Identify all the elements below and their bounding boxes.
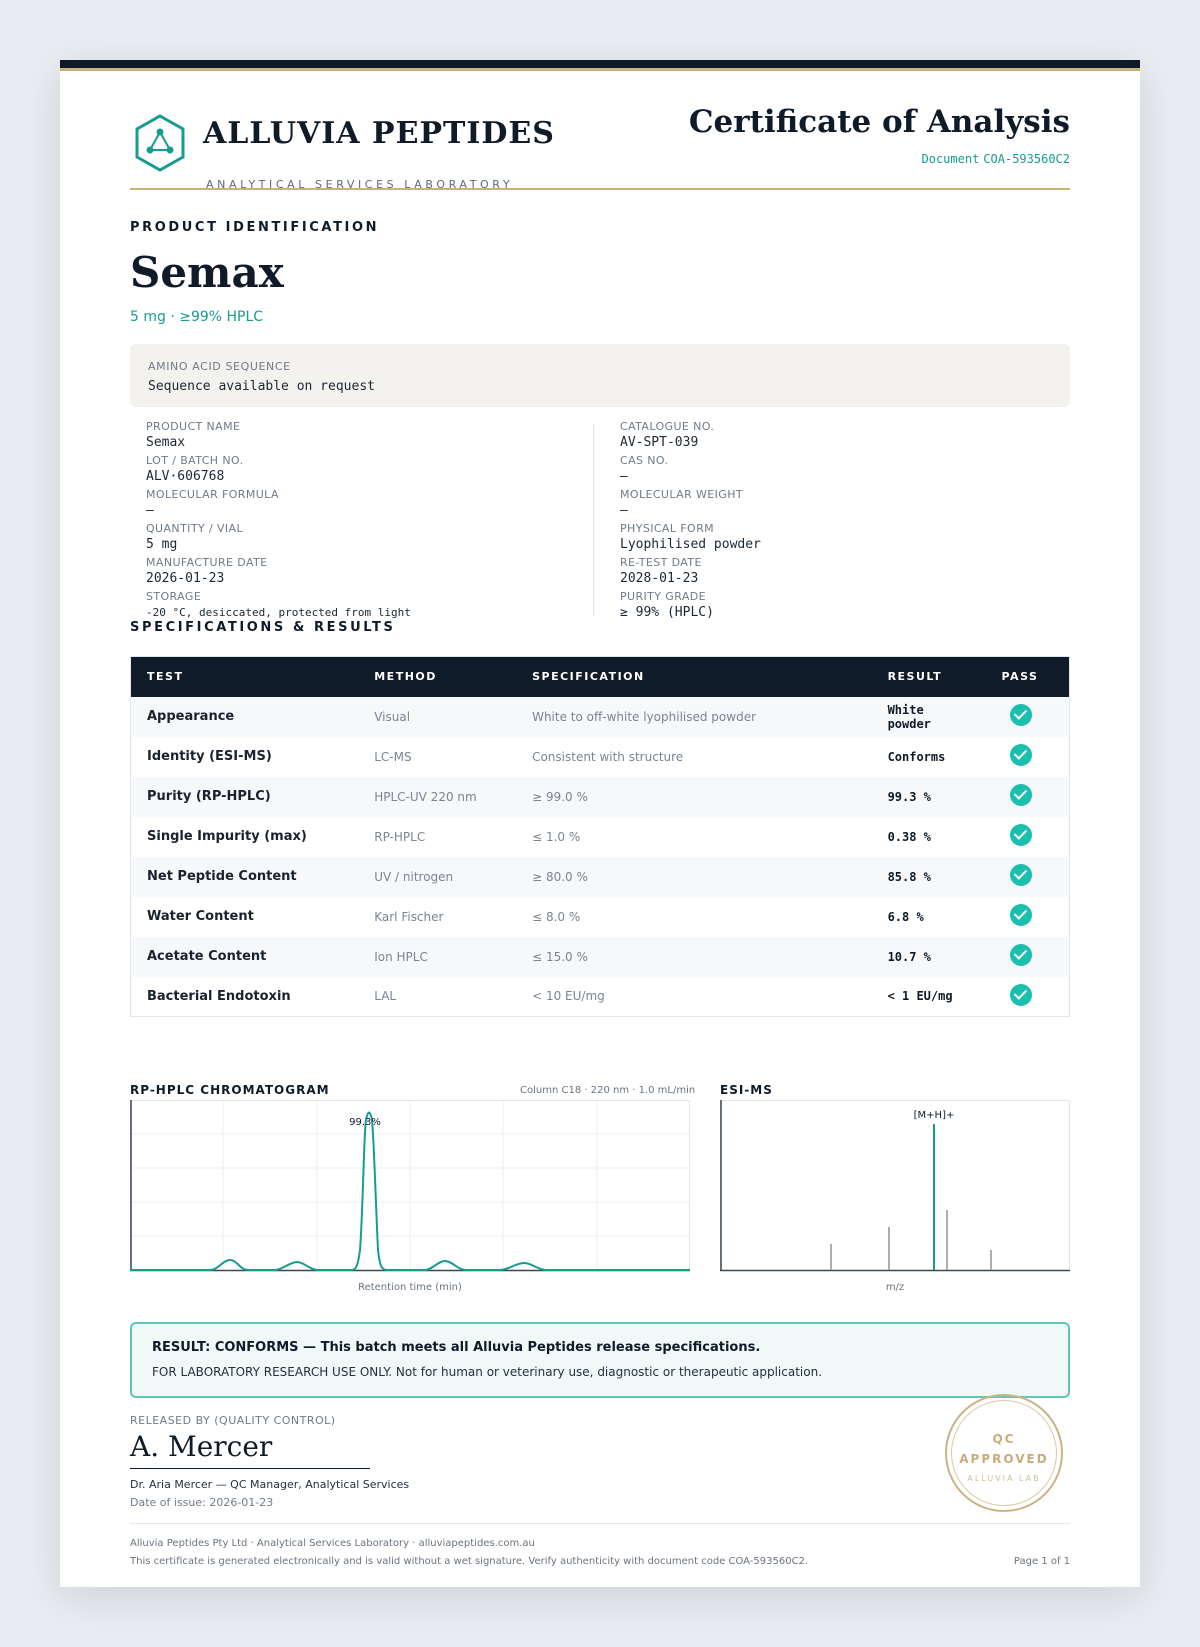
footer-divider <box>130 1523 1070 1524</box>
cell-specification: ≥ 99.0 % <box>516 777 871 817</box>
cell-test: Identity (ESI-MS) <box>147 749 272 764</box>
certificate-page <box>60 60 1140 1587</box>
field-label: LOT / BATCH NO. <box>146 454 244 467</box>
cell-specification: White to off-white lyophilised powder <box>516 697 871 737</box>
field-label: MOLECULAR WEIGHT <box>620 488 743 501</box>
hplc-chromatogram <box>130 1100 690 1272</box>
field-quantity <box>146 522 606 556</box>
field-value: — <box>620 469 628 484</box>
cell-test: Single Impurity (max) <box>147 829 307 844</box>
field-label: STORAGE <box>146 590 202 603</box>
document-code-value: COA-593560C2 <box>983 152 1070 166</box>
info-column-left <box>146 420 606 624</box>
cell-specification: ≥ 80.0 % <box>516 857 871 897</box>
cell-pass <box>986 937 1070 977</box>
field-label: PHYSICAL FORM <box>620 522 715 535</box>
field-product-name <box>146 420 606 454</box>
info-column-right <box>620 420 1080 624</box>
table-row <box>131 937 1070 977</box>
hplc-title: RP-HPLC CHROMATOGRAM <box>130 1083 330 1097</box>
top-accent-bar <box>60 68 1140 71</box>
field-storage <box>146 590 606 624</box>
cell-method: UV / nitrogen <box>358 857 516 897</box>
check-circle-icon <box>1010 944 1032 966</box>
sequence-box <box>130 344 1070 407</box>
field-value: AV-SPT-039 <box>620 435 699 450</box>
field-cas <box>620 454 1080 488</box>
cell-pass <box>986 897 1070 937</box>
ms-spectrum <box>720 1100 1070 1272</box>
column-header-method: METHOD <box>358 657 516 697</box>
cell-test: Water Content <box>147 909 254 924</box>
cell-test: Appearance <box>131 697 359 737</box>
cell-pass <box>986 777 1070 817</box>
brand-name: ALLUVIA PEPTIDES <box>203 116 555 151</box>
field-value: -20 °C, desiccated, protected from light <box>146 606 411 619</box>
check-circle-icon <box>1010 864 1032 886</box>
specifications-title: SPECIFICATIONS & RESULTS <box>130 620 396 635</box>
field-value: 2026-01-23 <box>146 571 225 586</box>
page-number: Page 1 of 1 <box>1013 1556 1070 1567</box>
cell-test: Net Peptide Content <box>131 857 359 897</box>
cell-pass <box>986 817 1070 857</box>
stamp-line-2: APPROVED <box>959 1452 1049 1466</box>
field-value: ≥ 99% (HPLC) <box>620 605 714 620</box>
cell-test: Bacterial Endotoxin <box>147 988 291 1004</box>
sequence-label: AMINO ACID SEQUENCE <box>148 360 291 373</box>
field-label: MOLECULAR FORMULA <box>146 488 279 501</box>
footer-company: Alluvia Peptides Pty Ltd · Analytical Services Laboratory · alluviapeptides.com.au <box>130 1538 535 1549</box>
ms-title: ESI-MS <box>720 1083 773 1097</box>
cell-result: Conforms <box>887 749 946 764</box>
cell-pass <box>986 857 1070 897</box>
cell-result: 85.8 % <box>872 857 986 897</box>
field-value: — <box>620 503 628 518</box>
hplc-xlabel: Retention time (min) <box>358 1282 462 1293</box>
field-lot <box>146 454 606 488</box>
check-circle-icon <box>1010 744 1032 766</box>
check-circle-icon <box>1010 904 1032 926</box>
field-formula <box>146 488 606 522</box>
cell-result: < 1 EU/mg <box>887 989 953 1004</box>
cell-method: Ion HPLC <box>358 937 516 977</box>
field-label: PURITY GRADE <box>620 590 706 603</box>
field-value: 5 mg <box>146 537 178 552</box>
table-row <box>131 697 1070 737</box>
cell-specification: Consistent with structure <box>532 749 684 764</box>
field-value: Semax <box>146 435 186 450</box>
product-identification-title: PRODUCT IDENTIFICATION <box>130 220 380 235</box>
release-label: RELEASED BY (QUALITY CONTROL) <box>130 1414 336 1427</box>
cell-pass <box>986 737 1070 777</box>
field-physical-form <box>620 522 1080 556</box>
document-code-label: Document <box>921 152 980 166</box>
hplc-meta: Column C18 · 220 nm · 1.0 mL/min <box>520 1085 696 1096</box>
cell-test: Purity (RP-HPLC) <box>131 777 359 817</box>
field-molecular-weight <box>620 488 1080 522</box>
cell-result: 0.38 % <box>887 829 931 844</box>
cell-result: 10.7 % <box>872 937 986 977</box>
result-conforms-box <box>130 1322 1070 1398</box>
field-label: CAS NO. <box>620 454 669 467</box>
cell-test: Acetate Content <box>131 937 359 977</box>
result-note: FOR LABORATORY RESEARCH USE ONLY. Not for human or veterinary use, diagnostic or therapeutic application. <box>152 1365 823 1379</box>
column-header-pass: PASS <box>986 657 1070 697</box>
cell-method: LC-MS <box>374 749 412 764</box>
field-label: PRODUCT NAME <box>146 420 241 433</box>
cell-pass <box>986 977 1070 1017</box>
column-header-test: TEST <box>131 657 359 697</box>
signature-line <box>130 1468 370 1469</box>
field-value: ALV·606768 <box>146 469 225 484</box>
ms-peak-label: [M+H]+ <box>913 1110 955 1121</box>
column-header-specification: SPECIFICATION <box>516 657 871 697</box>
check-circle-icon <box>1010 704 1032 726</box>
table-row <box>131 817 1070 857</box>
field-value: Lyophilised powder <box>620 537 761 552</box>
info-divider <box>593 424 594 616</box>
table-row <box>131 897 1070 937</box>
cell-specification: ≤ 15.0 % <box>516 937 871 977</box>
field-manufacture-date <box>146 556 606 590</box>
table-header-row <box>131 657 1070 697</box>
field-label: QUANTITY / VIAL <box>146 522 243 535</box>
signature: A. Mercer <box>130 1430 273 1463</box>
cell-specification: < 10 EU/mg <box>532 989 605 1004</box>
product-name-heading: Semax <box>130 248 284 297</box>
field-label: RE-TEST DATE <box>620 556 702 569</box>
ms-xlabel: m/z <box>885 1282 905 1293</box>
cell-pass <box>986 697 1070 737</box>
cell-method: HPLC-UV 220 nm <box>358 777 516 817</box>
product-subtitle: 5 mg · ≥99% HPLC <box>130 309 264 325</box>
table-row <box>131 737 1070 777</box>
brand-subtitle: ANALYTICAL SERVICES LABORATORY <box>206 178 514 191</box>
field-retest-date <box>620 556 1080 590</box>
column-header-result: RESULT <box>872 657 986 697</box>
footer-validity: This certificate is generated electronically and is valid without a wet signature. Verify authenticity with document code COA-593560C2. <box>130 1556 809 1567</box>
signatory-name: Dr. Aria Mercer — QC Manager, Analytical Services <box>130 1478 410 1491</box>
issue-date: Date of issue: 2026-01-23 <box>130 1496 274 1509</box>
qc-approved-stamp <box>945 1394 1063 1512</box>
cell-specification: ≤ 1.0 % <box>532 829 581 844</box>
stamp-line-1: QC <box>992 1432 1016 1446</box>
cell-method: RP-HPLC <box>374 829 426 844</box>
field-label: MANUFACTURE DATE <box>146 556 268 569</box>
document-header <box>130 98 1070 190</box>
table-row <box>131 977 1070 1017</box>
cell-method: LAL <box>374 989 397 1004</box>
field-value: — <box>146 503 154 518</box>
check-circle-icon <box>1010 784 1032 806</box>
field-catalogue <box>620 420 1080 454</box>
hplc-peak-label: 99.3% <box>349 1117 381 1128</box>
cell-method: Karl Fischer <box>374 909 444 924</box>
cell-method: Visual <box>358 697 516 737</box>
sequence-value: Sequence available on request <box>148 379 375 394</box>
stamp-line-3: ALLUVIA LAB <box>967 1474 1041 1483</box>
cell-result: 99.3 % <box>872 777 986 817</box>
document-title: Certificate of Analysis <box>688 104 1070 140</box>
cell-result: 6.8 % <box>887 909 924 924</box>
document-code <box>918 152 1071 166</box>
field-label: CATALOGUE NO. <box>620 420 715 433</box>
cell-specification: ≤ 8.0 % <box>532 909 581 924</box>
field-purity-grade <box>620 590 1080 624</box>
check-circle-icon <box>1010 824 1032 846</box>
hexagon-molecule-icon <box>134 114 186 172</box>
specifications-table <box>130 656 1070 1017</box>
cell-result: White powder <box>872 697 986 737</box>
result-title: RESULT: CONFORMS — This batch meets all Alluvia Peptides release specifications. <box>152 1340 761 1355</box>
table-row <box>131 777 1070 817</box>
check-circle-icon <box>1010 984 1032 1006</box>
table-row <box>131 857 1070 897</box>
field-value: 2028-01-23 <box>620 571 699 586</box>
